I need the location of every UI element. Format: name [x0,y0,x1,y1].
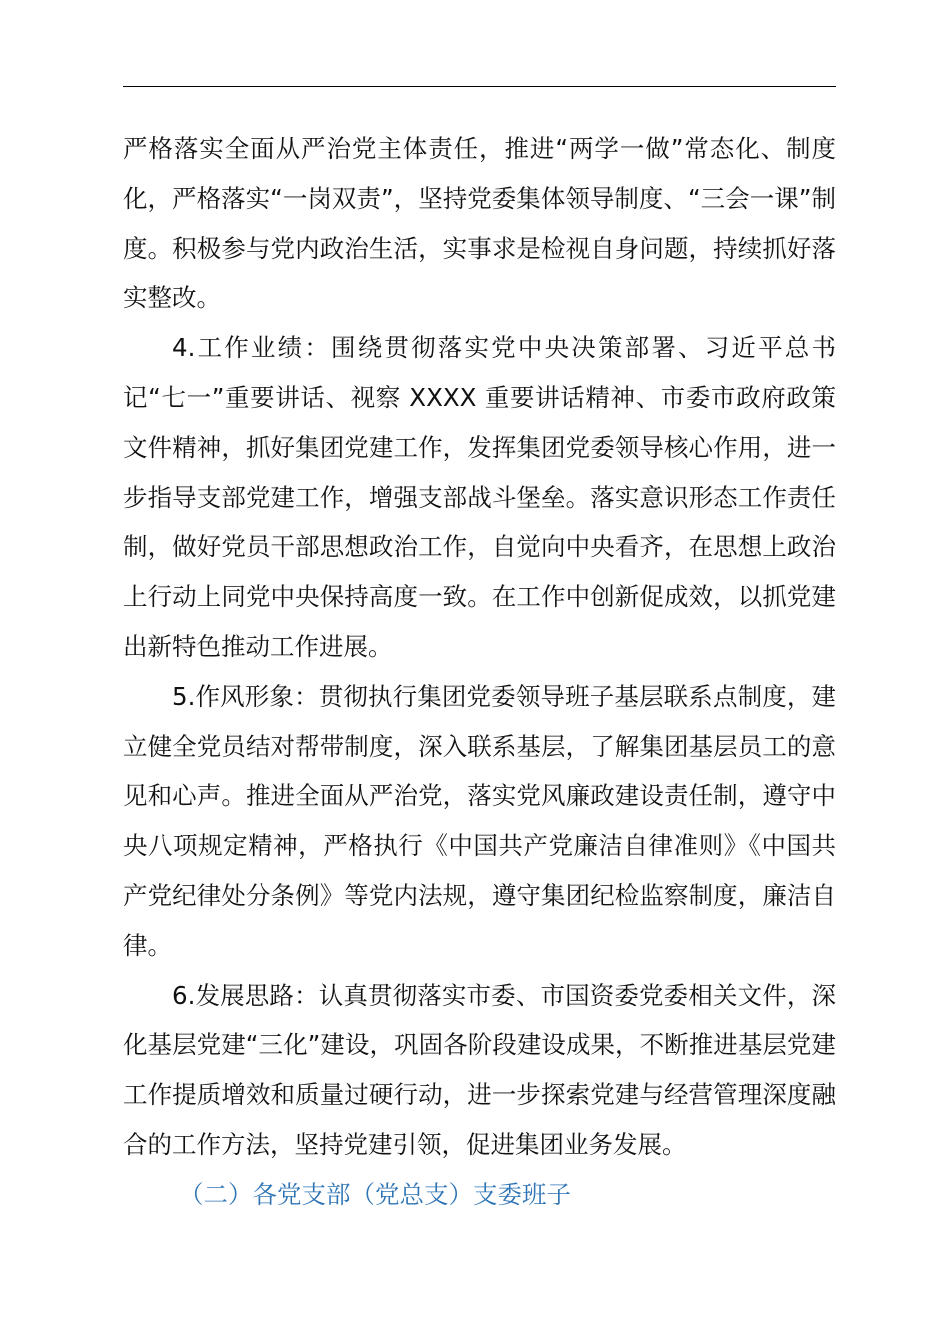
paragraph-work-style: 5.作风形象：贯彻执行集团党委领导班子基层联系点制度，建立健全党员结对帮带制度，深入联系基层，了解集团基层员工的意见和心声。推进全面从严治党，落实党风廉政建设责任制，遵守中央八项规定精神，严格执行《中国共产党廉洁自律准则》《中国共产党纪律处分条例》等党内法规，遵守集团纪检监察制度，廉洁自律。 [123,681,836,960]
paragraph-development-ideas: 6.发展思路：认真贯彻落实市委、市国资委党委相关文件，深化基层党建“三化”建设，巩固各阶段建设成果，不断推进基层党建工作提质增效和质量过硬行动，进一步探索党建与经营管理深度融合的工作方法，坚持党建引领，促进集团业务发展。 [123,980,836,1159]
paragraph-continuation: 严格落实全面从严治党主体责任，推进“两学一做”常态化、制度化，严格落实“一岗双责”，坚持党委集体领导制度、“三会一课”制度。积极参与党内政治生活，实事求是检视自身问题，持续抓好落实整改。 [123,134,836,313]
document-body [123,124,836,1220]
section-subheading: （二）各党支部（党总支）支委班子 [179,1179,571,1209]
header-rule [123,86,836,87]
paragraph-work-performance: 4.工作业绩：围绕贯彻落实党中央决策部署、习近平总书记“七一”重要讲话、视察 XXXX 重要讲话精神、市委市政府政策文件精神，抓好集团党建工作，发挥集团党委领导核心作用，进一步指导支部党建工作，增强支部战斗堡垒。落实意识形态工作责任制，做好党员干部思想政治工作，自觉向中央看齐，在思想上政治上行动上同党中央保持高度一致。在工作中创新促成效，以抓党建出新特色推动工作进展。 [123,333,836,661]
